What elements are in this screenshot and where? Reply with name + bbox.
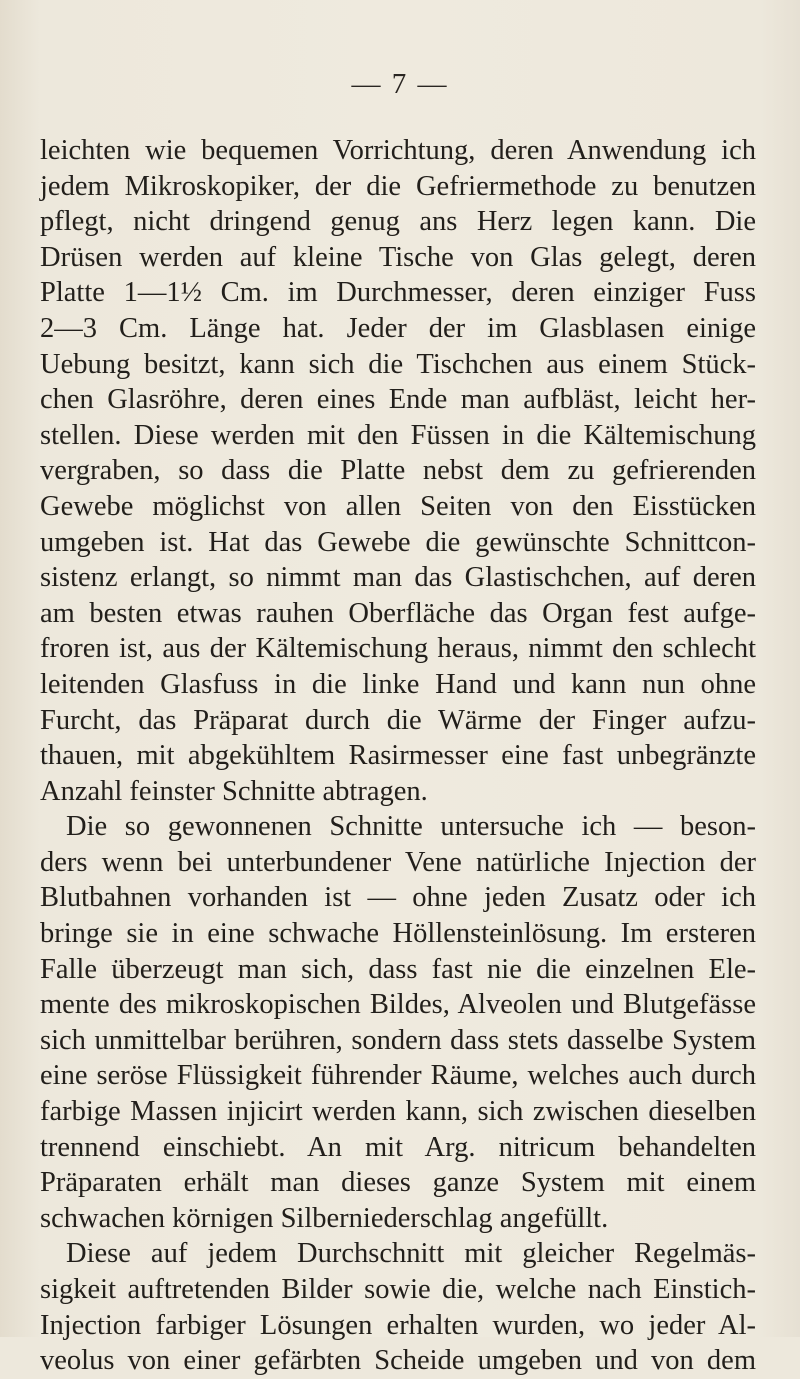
text-line: stellen. Diese werden mit den Füssen in die Kältemischung xyxy=(40,419,756,451)
text-line: Gewebe möglichst von allen Seiten von den Eisstücken xyxy=(40,490,756,522)
text-line: Blutbahnen vorhanden ist — ohne jeden Zusatz oder ich xyxy=(40,882,756,914)
text-line: leichten wie bequemen Vorrichtung, deren Anwendung ich xyxy=(40,135,756,166)
text-line: Furcht, das Präparat durch die Wärme der Finger aufzu- xyxy=(40,704,756,736)
text-line: Diese auf jedem Durchschnitt mit gleicher Regelmäs- xyxy=(66,1238,756,1270)
text-line: sigkeit auftretenden Bilder sowie die, welche nach Einstich- xyxy=(40,1274,756,1305)
text-line: vergraben, so dass die Platte nebst dem zu gefrierenden xyxy=(40,455,756,487)
text-line: am besten etwas rauhen Oberfläche das Organ fest aufge- xyxy=(40,597,756,629)
text-line: eine seröse Flüssigkeit führender Räume, welches auch durch xyxy=(40,1060,756,1092)
text-line: chen Glasröhre, deren eines Ende man aufbläst, leicht her- xyxy=(40,384,756,416)
text-line: Die so gewonnenen Schnitte untersuche ich — beson- xyxy=(66,811,756,843)
text-line: Anzahl feinster Schnitte abtragen. xyxy=(40,775,428,807)
text-line: farbige Massen injicirt werden kann, sich zwischen dieselben xyxy=(40,1096,756,1128)
text-line: schwachen körnigen Silberniederschlag angefüllt. xyxy=(40,1202,609,1234)
text-line: Drüsen werden auf kleine Tische von Glas gelegt, deren xyxy=(40,241,756,273)
text-line: Falle überzeugt man sich, dass fast nie die einzelnen Ele- xyxy=(40,953,756,985)
text-line: thauen, mit abgekühltem Rasirmesser eine fast unbegränzte xyxy=(40,740,756,772)
text-line: mente des mikroskopischen Bildes, Alveolen und Blutgefässe xyxy=(40,989,756,1021)
body-text xyxy=(40,133,756,1379)
text-line: trennend einschiebt. An mit Arg. nitricum behandelten xyxy=(40,1131,756,1163)
text-line: 2—3 Cm. Länge hat. Jeder der im Glasblasen einige xyxy=(40,312,756,344)
text-line: jedem Mikroskopiker, der die Gefriermethode zu benutzen xyxy=(40,170,756,202)
text-line: Platte 1—1½ Cm. im Durchmesser, deren einziger Fuss xyxy=(40,277,756,309)
text-line: veolus von einer gefärbten Scheide umgeben und von dem xyxy=(40,1345,756,1377)
text-line: froren ist, aus der Kältemischung heraus, nimmt den schlecht xyxy=(40,633,756,665)
text-line: ders wenn bei unterbundener Vene natürliche Injection der xyxy=(40,846,756,878)
text-line: sistenz erlangt, so nimmt man das Glastischchen, auf deren xyxy=(40,562,756,594)
text-line: Injection farbiger Lösungen erhalten wurden, wo jeder Al- xyxy=(40,1309,756,1341)
text-line: leitenden Glasfuss in die linke Hand und kann nun ohne xyxy=(40,668,756,700)
text-line: Uebung besitzt, kann sich die Tischchen aus einem Stück- xyxy=(40,348,756,380)
text-line: bringe sie in eine schwache Höllensteinlösung. Im ersteren xyxy=(40,918,756,950)
text-line: sich unmittelbar berühren, sondern dass stets dasselbe System xyxy=(40,1024,756,1056)
text-line: umgeben ist. Hat das Gewebe die gewünschte Schnittcon- xyxy=(40,526,756,558)
page-number: — 7 — xyxy=(351,68,449,100)
text-line: Präparaten erhält man dieses ganze System mit einem xyxy=(40,1167,756,1199)
text-line: pflegt, nicht dringend genug ans Herz legen kann. Die xyxy=(40,206,756,238)
